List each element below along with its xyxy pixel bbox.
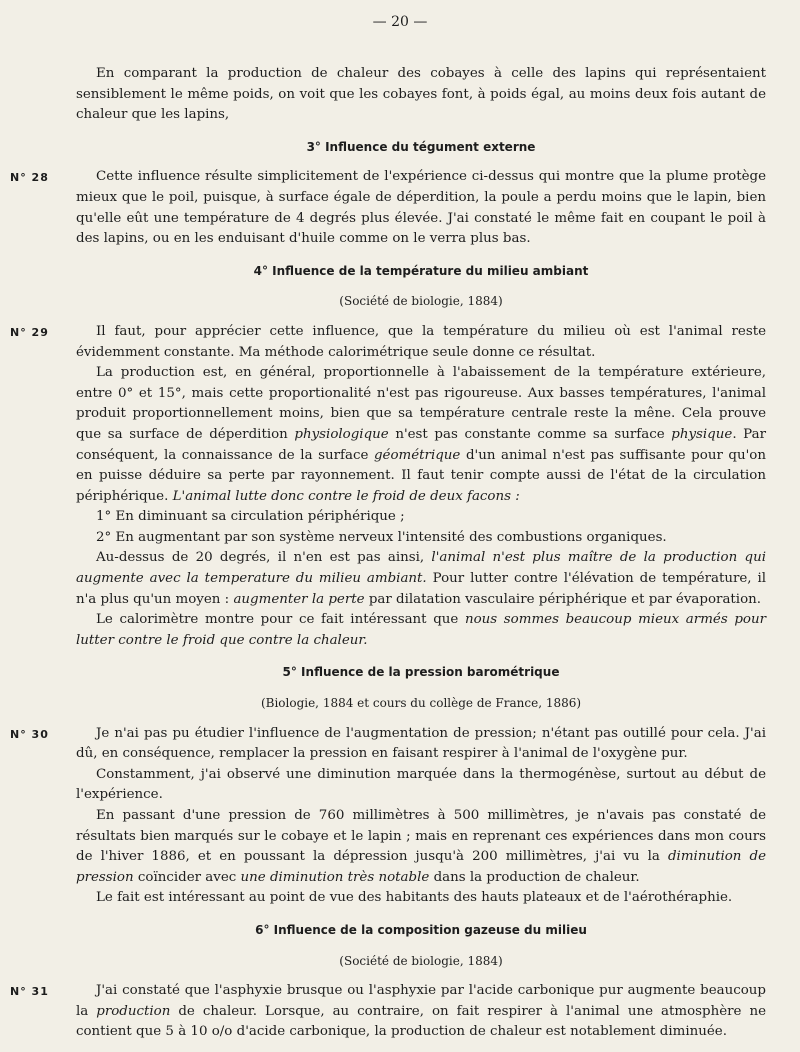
section-5-paragraph-1: Je n'ai pas pu étudier l'influence de l'augmentation de pression; n'étant pas outillé pour cela. J'ai dû, en conséquence, remplacer la pression en faisant respirer à l'animal de l'oxygène pur. <box>76 725 766 762</box>
section-5-paragraph-4: Le fait est intéressant au point de vue des habitants des hauts plateaux et de l'aérothéraphie. <box>96 890 733 906</box>
section-4-heading: 4° Influence de la température du milieu ambiant <box>253 263 589 278</box>
section-5-source: (Biologie, 1884 et cours du collège de France, 1886) <box>260 696 582 711</box>
section-3-text: Cette influence résulte simplicitement de l'expérience ci-dessus qui montre que la plume protège mieux que le poil, puisque, à surface égale de déperdition, la poule a perdu moins que le lapin, bien qu'elle eût une température de 4 degrés plus élevée. J'ai constaté le même fait en coupant le poil à des lapins, ou en les enduisant d'huile comme on le verra plus bas. <box>76 169 766 247</box>
section-3-heading: 3° Influence du tégument externe <box>306 139 536 154</box>
document-body <box>10 64 767 1043</box>
section-6-source: (Société de biologie, 1884) <box>339 953 503 968</box>
section-4-item-2: 2° En augmentant par son système nerveux l'intensité des combustions organiques. <box>96 529 667 545</box>
section-5 <box>10 724 767 909</box>
section-6-heading: 6° Influence de la composition gazeuse du milieu <box>255 922 587 937</box>
section-4 <box>10 322 767 652</box>
margin-number-30: N° 30 <box>10 727 49 741</box>
section-3 <box>10 167 766 249</box>
section-6-paragraph-1: J'ai constaté que l'asphyxie brusque ou l'asphyxie par l'acide carbonique pur augmente beaucoup la production de chaleur. Lorsque, au contraire, on fait respirer à l'animal une atmosphère ne contient que 5 à 10 o/o d'acide carbonique, la production de chaleur est notablement diminuée. <box>76 983 766 1040</box>
section-5-paragraph-3: En passant d'une pression de 760 millimètres à 500 millimètres, je n'avais pas constaté de résultats bien marqués sur le cobaye et le lapin ; mais en reprenant ces expériences dans mon cours de l'hiver 1886, et en poussant la dépression jusqu'à 200 millimètres, j'ai vu la diminution de pression coïncider avec une diminution très notable dans la production de chaleur. <box>76 808 767 885</box>
section-6 <box>10 981 766 1043</box>
margin-number-29: N° 29 <box>10 325 49 339</box>
margin-number-28: N° 28 <box>10 171 49 185</box>
page-number: — 20 — <box>372 14 428 30</box>
section-4-item-1: 1° En diminuant sa circulation périphérique ; <box>96 509 405 525</box>
section-4-paragraph-3: Au-dessus de 20 degrés, il n'en est pas ainsi, l'animal n'est plus maître de la production qui augmente avec la temperature du milieu ambiant. Pour lutter contre l'élévation de température, il n'a plus qu'un moyen : augmenter la perte par dilatation vasculaire périphérique et par évaporation. <box>76 550 767 607</box>
margin-number-31: N° 31 <box>10 985 49 999</box>
section-5-heading: 5° Influence de la pression barométrique <box>282 665 560 680</box>
intro-paragraph: En comparant la production de chaleur des cobayes à celle des lapins qui représentaient sensiblement le même poids, on voit que les cobayes font, à poids égal, au moins deux fois autant de chaleur que les lapins, <box>76 66 766 123</box>
section-4-paragraph-2: La production est, en général, proportionnelle à l'abaissement de la température extérieure, entre 0° et 15°, mais cette proportionalité n'est pas rigoureuse. Aux basses températures, l'animal produit proportionnellement moins, bien que sa température centrale reste la mêne. Cela prouve que sa surface de déperdition physiologique n'est pas constante comme sa surface physique. Par conséquent, la connaissance de la surface géométrique d'un animal n'est pas suffisante pour qu'on en puisse déduire sa perte par rayonnement. Il faut tenir compte aussi de l'état de la circulation périphérique. L'animal lutte donc contre le froid de deux facons : <box>76 365 766 504</box>
section-4-paragraph-1: Il faut, pour apprécier cette influence, que la température du milieu où est l'animal reste évidemment constante. Ma méthode calorimétrique seule donne ce résultat. <box>76 323 766 360</box>
section-4-source: (Société de biologie, 1884) <box>339 294 503 309</box>
section-4-paragraph-4: Le calorimètre montre pour ce fait intéressant que nous sommes beaucoup mieux armés pour lutter contre le froid que contre la chaleur. <box>76 612 766 648</box>
section-5-paragraph-2: Constamment, j'ai observé une diminution marquée dans la thermogénèse, surtout au début de l'expérience. <box>76 766 766 803</box>
